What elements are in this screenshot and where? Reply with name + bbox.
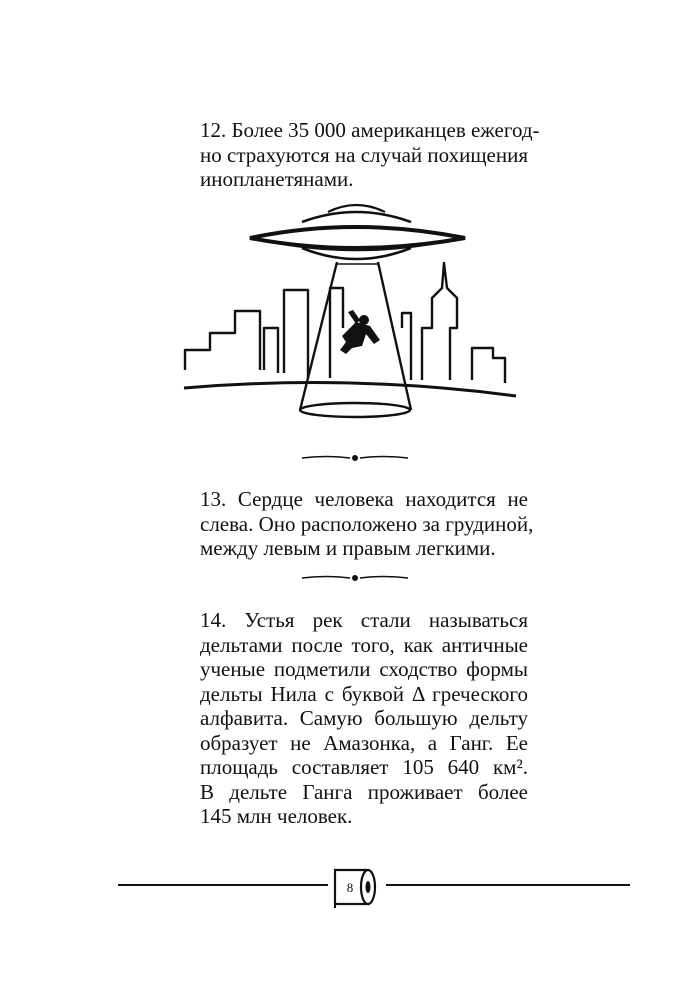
fact-13-line: слева. Оно расположено за грудиной,: [200, 511, 534, 536]
fact-12-line: но страхуются на случай похищения: [200, 142, 528, 167]
ufo-abduction-city-icon: [180, 198, 520, 426]
fact-12-line: инопланетянами.: [200, 167, 354, 191]
fact-12-line: 12. Более 35 000 американцев ежегод-: [200, 118, 540, 142]
fact-14-line: площадь составляет 105 640 км².: [200, 755, 528, 779]
fact-14-line: дельты Нила с буквой Δ греческого: [200, 681, 528, 706]
footer-rule-right: [386, 884, 630, 886]
fact-14-line: дельтами после того, как античные: [200, 632, 528, 657]
ornament-divider-icon: [300, 452, 410, 464]
fact-14-paragraph: [200, 608, 528, 829]
ornament-divider-icon: [300, 572, 410, 584]
footer-rule-left: [118, 884, 328, 886]
fact-14-line: 14. Устья рек стали называться: [200, 608, 528, 632]
fact-14-line: В дельте Ганга проживает более: [200, 779, 528, 804]
fact-13-line: 13. Сердце человека находится не: [200, 487, 528, 511]
fact-14-line: 145 млн человек.: [200, 804, 353, 828]
fact-13-paragraph: [200, 487, 534, 561]
fact-14-line: ученые подметили сходство формы: [200, 657, 528, 681]
fact-14-line: образует не Амазонка, а Ганг. Ее: [200, 730, 528, 755]
fact-14-line: алфавита. Самую большую дельту: [200, 706, 528, 730]
fact-13-line: между левым и правым легкими.: [200, 536, 496, 560]
fact-12-paragraph: [200, 118, 540, 192]
page-number: 8: [346, 880, 354, 895]
